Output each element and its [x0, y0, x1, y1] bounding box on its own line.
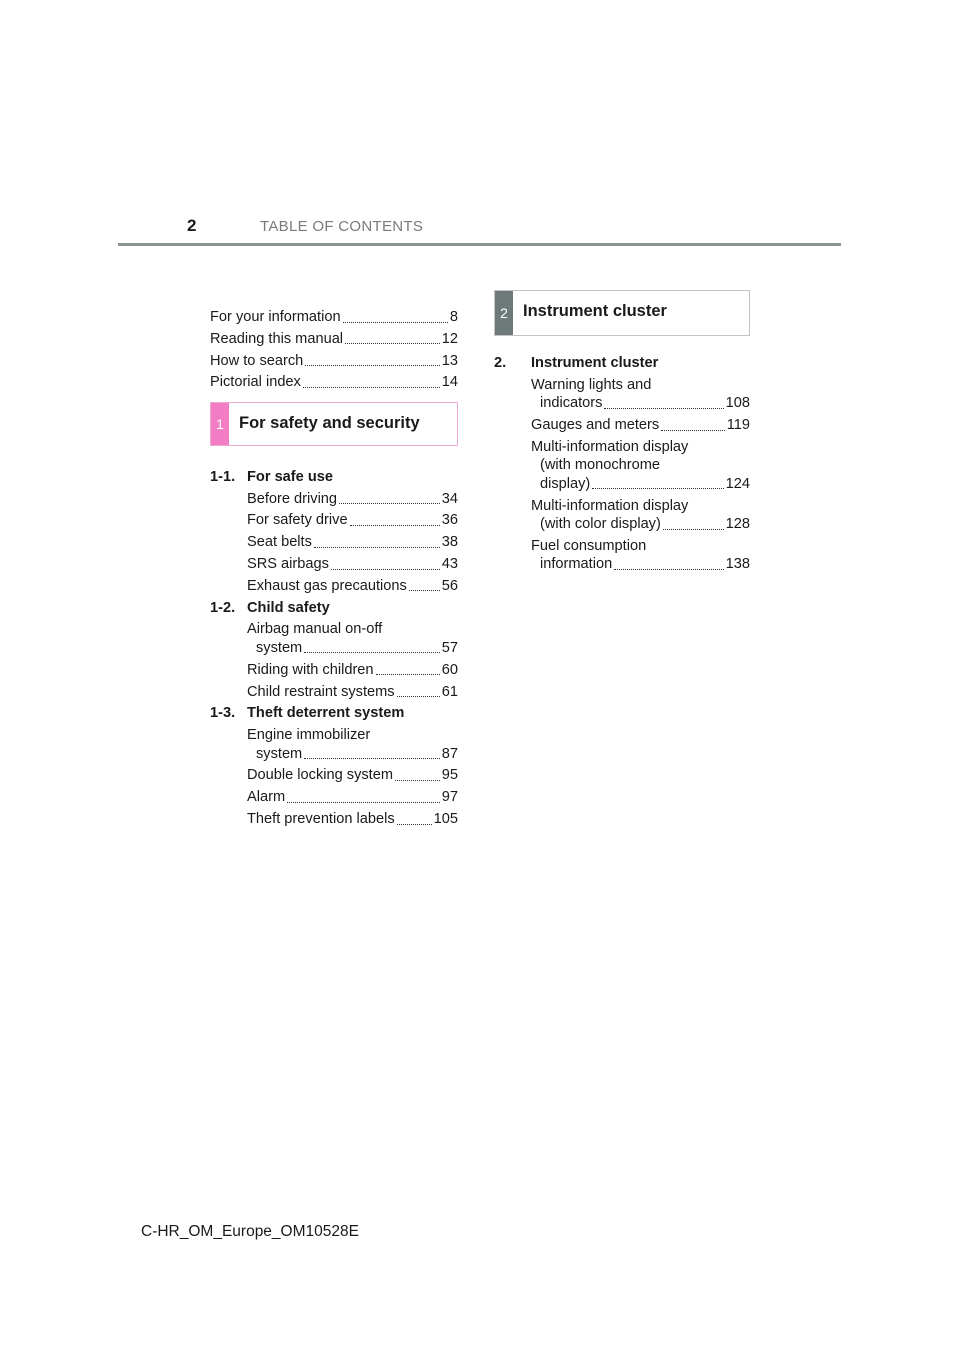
toc-entry-page: 12 — [441, 330, 458, 347]
toc-entry-page: 14 — [441, 374, 458, 391]
dot-leader — [303, 387, 440, 388]
toc-entry[interactable] — [247, 555, 458, 574]
toc-entry[interactable] — [247, 788, 458, 807]
section-number: 1-3. — [210, 705, 236, 722]
toc-entry-label: Gauges and meters — [531, 417, 660, 434]
toc-entry[interactable] — [210, 308, 458, 327]
toc-entry[interactable] — [247, 533, 458, 552]
section-2 — [494, 354, 750, 574]
toc-entry[interactable] — [247, 511, 458, 530]
toc-entry[interactable] — [210, 330, 458, 349]
toc-right-column — [494, 290, 750, 577]
toc-entry[interactable] — [247, 661, 458, 680]
section-title: Child safety — [247, 599, 330, 616]
dot-leader — [305, 365, 439, 366]
toc-entry-label-cont: information — [540, 556, 613, 573]
toc-entry-label: Multi-information display — [531, 438, 689, 455]
toc-entry-page: 87 — [441, 745, 458, 762]
toc-entry-label-cont: (with monochrome — [540, 457, 661, 474]
toc-entry-label: Pictorial index — [210, 374, 301, 391]
toc-entry-label: Riding with children — [247, 661, 374, 678]
toc-entry[interactable] — [210, 373, 458, 392]
toc-entry-label: Multi-information display — [531, 497, 689, 514]
section-heading[interactable] — [494, 354, 750, 373]
toc-entry-page: 56 — [441, 577, 458, 594]
section-number: 1-1. — [210, 468, 236, 485]
section-title: For safe use — [247, 468, 333, 485]
toc-entry-label: Theft prevention labels — [247, 811, 395, 828]
header-rule — [118, 243, 841, 246]
toc-entry-page: 124 — [725, 475, 750, 492]
toc-entry[interactable] — [531, 376, 750, 413]
page-header-title: TABLE OF CONTENTS — [260, 218, 424, 235]
toc-entry-label: Alarm — [247, 789, 286, 806]
toc-entry-label-cont: (with color display) — [540, 516, 661, 533]
toc-entry-label: Seat belts — [247, 534, 312, 551]
dot-leader — [350, 525, 440, 526]
toc-entry-page: 36 — [441, 512, 458, 529]
toc-entry-page: 38 — [441, 534, 458, 551]
toc-entry-label-cont: system — [256, 639, 303, 656]
toc-entry-label: Double locking system — [247, 767, 394, 784]
toc-entry-label: Exhaust gas precautions — [247, 577, 407, 594]
chapter-2-title: Instrument cluster — [523, 302, 667, 320]
toc-entry[interactable] — [247, 577, 458, 596]
chapter-1-title: For safety and security — [239, 413, 420, 432]
dot-leader — [409, 590, 440, 591]
toc-entry[interactable] — [531, 497, 750, 534]
toc-entry[interactable] — [531, 416, 750, 435]
dot-leader — [397, 696, 440, 697]
toc-entry-label: Fuel consumption — [531, 537, 647, 554]
toc-entry-label: For safety drive — [247, 512, 348, 529]
toc-entry[interactable] — [247, 810, 458, 829]
toc-entry[interactable] — [247, 490, 458, 509]
toc-entry[interactable] — [531, 537, 750, 574]
section-number: 1-2. — [210, 599, 236, 616]
toc-entry-label: Child restraint systems — [247, 683, 395, 700]
toc-entry-label: Airbag manual on-off — [247, 621, 383, 638]
dot-leader — [397, 824, 432, 825]
page-number: 2 — [187, 216, 197, 235]
section-title: Instrument cluster — [531, 355, 659, 371]
dot-leader — [345, 343, 440, 344]
toc-entry-label: Engine immobilizer — [247, 727, 371, 744]
section-heading[interactable] — [210, 599, 458, 618]
dot-leader — [663, 529, 724, 530]
section-1-3 — [210, 704, 458, 828]
chapter-1-tab: 1 — [211, 403, 229, 445]
dot-leader — [314, 547, 440, 548]
intro-list — [210, 308, 458, 392]
dot-leader — [614, 569, 723, 570]
toc-entry-label: SRS airbags — [247, 556, 329, 573]
toc-entry[interactable] — [247, 766, 458, 785]
toc-entry-page: 128 — [725, 516, 750, 533]
chapter-2-tab: 2 — [495, 291, 513, 335]
toc-entry-page: 8 — [449, 309, 458, 325]
toc-entry-page: 108 — [725, 395, 750, 412]
toc-entry[interactable] — [247, 620, 458, 657]
toc-entry-page: 95 — [441, 767, 458, 784]
toc-entry-page: 97 — [441, 789, 458, 806]
toc-entry-label: How to search — [210, 352, 304, 369]
section-title: Theft deterrent system — [247, 705, 405, 722]
toc-entry-page: 43 — [441, 556, 458, 573]
toc-entry[interactable] — [531, 438, 750, 494]
dot-leader — [343, 322, 448, 323]
section-heading[interactable] — [210, 704, 458, 723]
toc-entry[interactable] — [210, 352, 458, 371]
section-heading[interactable] — [210, 468, 458, 487]
dot-leader — [604, 408, 723, 409]
toc-left-column — [210, 308, 458, 832]
dot-leader — [376, 674, 440, 675]
toc-entry-page: 60 — [441, 661, 458, 678]
toc-entry-page: 13 — [441, 352, 458, 369]
toc-entry-page: 34 — [441, 490, 458, 507]
toc-entry-label-cont: indicators — [540, 395, 603, 412]
section-number: 2. — [494, 355, 507, 371]
toc-entry-page: 57 — [441, 639, 458, 656]
dot-leader — [304, 652, 440, 653]
dot-leader — [287, 802, 440, 803]
dot-leader — [339, 503, 440, 504]
toc-entry-label: Reading this manual — [210, 330, 344, 347]
toc-entry-page: 105 — [433, 811, 458, 828]
toc-entry-page: 138 — [725, 556, 750, 573]
dot-leader — [304, 758, 440, 759]
toc-entry-page: 119 — [726, 417, 750, 434]
section-1-1 — [210, 468, 458, 595]
toc-entry-label: Before driving — [247, 490, 338, 507]
dot-leader — [331, 569, 440, 570]
document-id-footer: C-HR_OM_Europe_OM10528E — [141, 1223, 359, 1240]
toc-entry[interactable] — [247, 683, 458, 702]
toc-entry[interactable] — [247, 726, 458, 763]
toc-entry-label: Warning lights and — [531, 376, 652, 393]
toc-entry-label-cont: display) — [540, 475, 591, 492]
toc-entry-label-cont: system — [256, 745, 303, 762]
dot-leader — [592, 488, 723, 489]
chapter-1-banner[interactable] — [210, 402, 458, 446]
chapter-2-banner[interactable] — [494, 290, 750, 336]
toc-entry-page: 61 — [441, 683, 458, 700]
dot-leader — [395, 780, 440, 781]
section-1-2 — [210, 599, 458, 701]
toc-entry-label: For your information — [210, 309, 341, 325]
dot-leader — [661, 430, 725, 431]
